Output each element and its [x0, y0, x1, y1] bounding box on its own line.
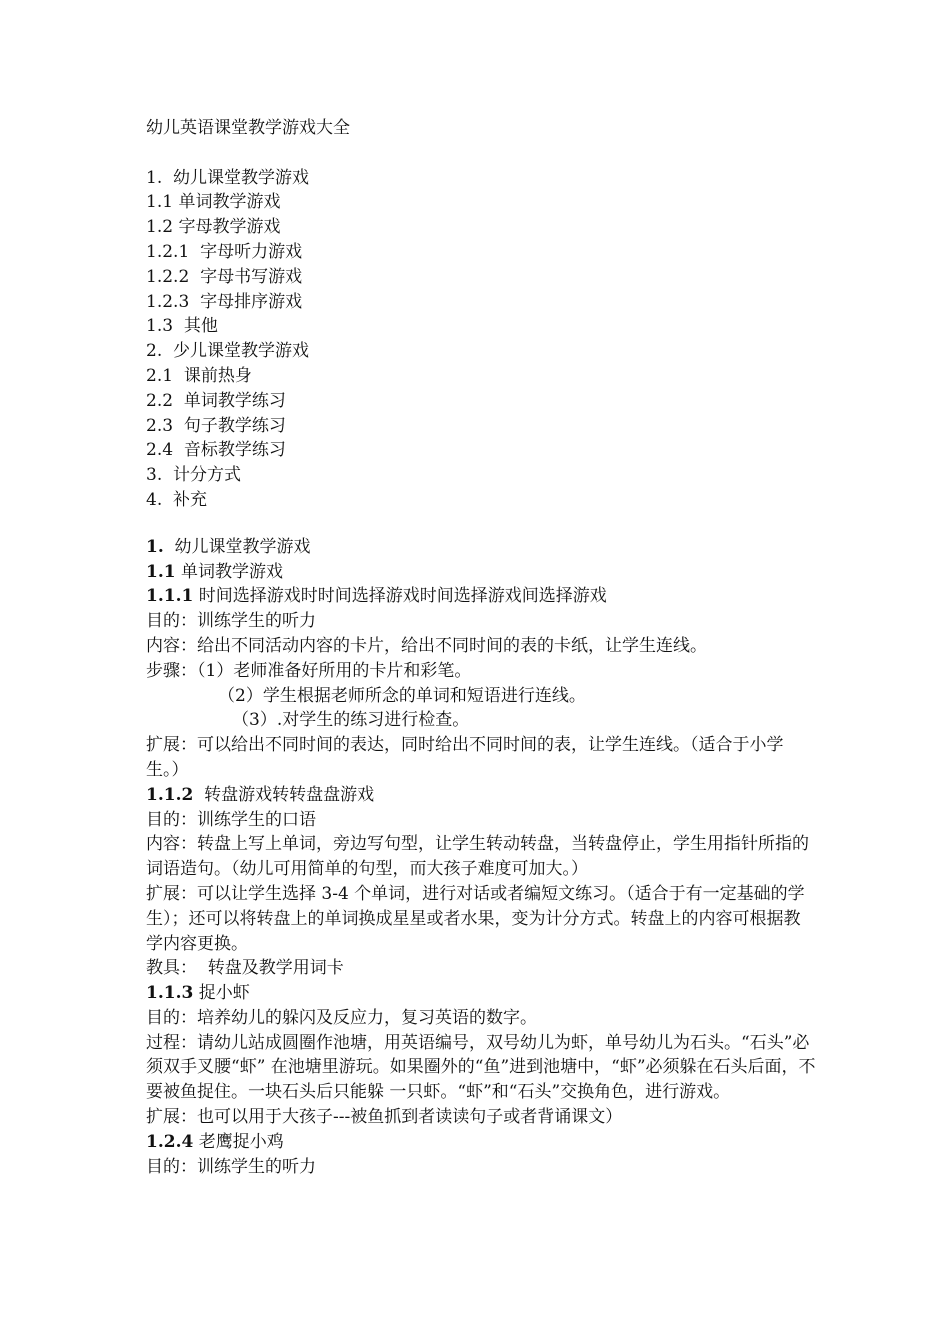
game-content: 内容：给出不同活动内容的卡片，给出不同时间的表的卡纸，让学生连线。: [146, 635, 707, 656]
game-heading: [146, 981, 816, 1006]
game-tools: 教具： 转盘及教学用词卡: [146, 958, 344, 979]
toc-item: 1.2.3 字母排序游戏: [146, 291, 303, 312]
document-page: [146, 116, 816, 1179]
toc-item: 2.1 课前热身: [146, 365, 252, 386]
section-number: 1.: [146, 536, 164, 557]
toc-item: 2.2 单词教学练习: [146, 390, 286, 411]
toc-item: 1.2.1 字母听力游戏: [146, 241, 303, 262]
game-aim: 目的：训练学生的听力: [146, 1156, 316, 1177]
section-title: 单词教学游戏: [175, 561, 283, 582]
toc-item: 4. 补充: [146, 489, 208, 510]
game-title: 老鹰捉小鸡: [193, 1131, 284, 1152]
section-number: 1.1.1: [146, 586, 194, 607]
toc-item: 1.2.2 字母书写游戏: [146, 266, 303, 287]
toc-item: 2.4 音标教学练习: [146, 440, 286, 461]
toc-item: 1. 幼儿课堂教学游戏: [146, 167, 310, 188]
spacer: [146, 141, 816, 166]
game-extension: 扩展：可以给出不同时间的表达，同时给出不同时间的表，让学生连线。（适合于小学生。）: [146, 735, 784, 780]
game-heading: [146, 783, 816, 808]
section-number: 1.1.2: [146, 784, 194, 805]
document-title: 幼儿英语课堂教学游戏大全: [146, 118, 350, 138]
section-number: 1.1.3: [146, 983, 194, 1004]
spacer: [146, 513, 816, 535]
game-aim: 目的：训练学生的口语: [146, 809, 316, 830]
game-content: 内容：转盘上写上单词，旁边写句型，让学生转动转盘，当转盘停止，学生用指针所指的词语造句。（幼儿可用简单的句型，而大孩子难度可加大。）: [146, 834, 809, 880]
game-step: （3）.对学生的练习进行检查。: [232, 710, 470, 731]
game-title: 捉小虾: [193, 983, 250, 1004]
game-step: （2）学生根据老师所念的单词和短语进行连线。: [218, 685, 586, 706]
toc-item: 2. 少儿课堂教学游戏: [146, 341, 310, 362]
document-body: [146, 535, 816, 1180]
section-number: 1.1: [146, 561, 176, 582]
toc-item: 2.3 句子教学练习: [146, 415, 286, 436]
table-of-contents: [146, 166, 816, 513]
game-step: 步骤：（1）老师准备好所用的卡片和彩笔。: [146, 660, 472, 681]
toc-item: 1.1 单词教学游戏: [146, 192, 281, 213]
game-extension: 扩展：可以让学生选择 3-4 个单词，进行对话或者编短文练习。（适合于有一定基础的学生）；还可以将转盘上的单词换成星星或者水果，变为计分方式。转盘上的内容可根据教学内容更换。: [146, 883, 805, 954]
game-process: 过程：请幼儿站成圆圈作池塘，用英语编号，双号幼儿为虾，单号幼儿为石头。“石头”必须双手叉腰“虾” 在池塘里游玩。如果圈外的“鱼”进到池塘中，“虾”必须躲在石头后面，不要被鱼捉住。一块石头后只能躲 一只虾。“虾”和“石头”交换角色，进行游戏。: [146, 1032, 816, 1103]
game-extension: 扩展：也可以用于大孩子---被鱼抓到者读读句子或者背诵课文）: [146, 1107, 623, 1128]
toc-item: 1.3 其他: [146, 316, 218, 337]
section-title: 幼儿课堂教学游戏: [163, 536, 311, 557]
toc-item: 1.2 字母教学游戏: [146, 217, 281, 238]
game-title: 时间选择游戏时时间选择游戏时间选择游戏间选择游戏: [193, 586, 607, 607]
toc-item: 3. 计分方式: [146, 465, 242, 486]
game-aim: 目的：训练学生的听力: [146, 611, 316, 632]
game-aim: 目的：培养幼儿的躲闪及反应力，复习英语的数字。: [146, 1007, 537, 1028]
section-number: 1.2.4: [146, 1131, 194, 1152]
subsection-heading: [146, 560, 816, 585]
section-heading: [146, 535, 816, 560]
game-title: 转盘游戏转转盘盘游戏: [193, 784, 375, 805]
game-heading: [146, 584, 816, 609]
game-heading: [146, 1130, 816, 1155]
